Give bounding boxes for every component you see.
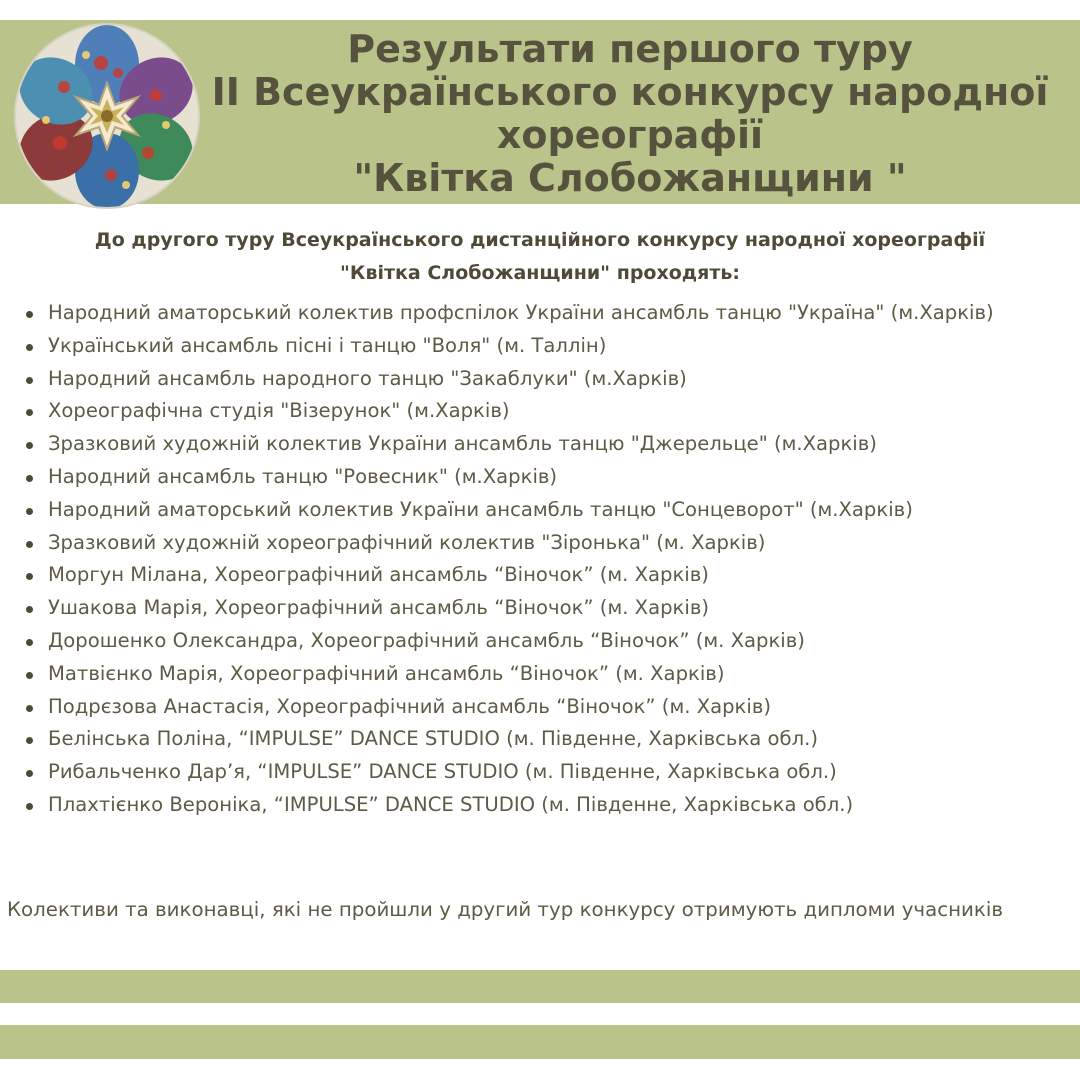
list-item: [20, 691, 1070, 724]
bullet-icon: [26, 672, 33, 679]
list-item: [20, 723, 1070, 756]
list-item-text: Подрєзова Анастасія, Хореографічний ансамбль “Віночок” (м. Харків): [48, 694, 772, 718]
bullet-icon: [26, 442, 33, 449]
list-item-text: Матвієнко Марія, Хореографічний ансамбль “Віночок” (м. Харків): [48, 661, 725, 685]
list-item-text: Народний ансамбль народного танцю "Закаблуки" (м.Харків): [48, 366, 687, 390]
bullet-icon: [26, 508, 33, 515]
list-item-text: Белінська Поліна, “IMPULSE” DANCE STUDIO (м. Південне, Харківська обл.): [48, 727, 818, 751]
list-item: [20, 461, 1070, 494]
list-item-text: Плахтієнко Вероніка, “IMPULSE” DANCE STUDIO (м. Південне, Харківська обл.): [48, 792, 854, 816]
bullet-icon: [26, 541, 33, 548]
list-item-text: Моргун Мілана, Хореографічний ансамбль “Віночок” (м. Харків): [48, 563, 709, 587]
list-item: [20, 559, 1070, 592]
list-item: [20, 494, 1070, 527]
bullet-icon: [26, 344, 33, 351]
list-item: [20, 625, 1070, 658]
intro-line-1: До другого туру Всеукраїнського дистанційного конкурсу народної хореографії: [94, 229, 986, 251]
festival-logo: [16, 25, 198, 207]
list-item: [20, 789, 1070, 822]
list-item: [20, 428, 1070, 461]
title-line-2: ІІ Всеукраїнського конкурсу народної: [211, 70, 1049, 114]
footer-note: Колективи та виконавці, які не пройшли у другий тур конкурсу отримують дипломи учасників: [7, 898, 1004, 921]
title-line-4: "Квітка Слобожанщини ": [353, 156, 907, 200]
bullet-icon: [26, 803, 33, 810]
bullet-icon: [26, 475, 33, 482]
bullet-icon: [26, 573, 33, 580]
list-item-text: Народний аматорський колектив України ансамбль танцю "Сонцеворот" (м.Харків): [48, 497, 913, 521]
intro-text: [20, 224, 1060, 290]
list-item-text: Зразковий художній колектив України ансамбль танцю "Джерельце" (м.Харків): [48, 432, 877, 456]
participants-list: [20, 297, 1070, 822]
list-item-text: Ушакова Марія, Хореографічний ансамбль “Віночок” (м. Харків): [48, 596, 710, 620]
bullet-icon: [26, 377, 33, 384]
bullet-icon: [26, 705, 33, 712]
list-item: [20, 395, 1070, 428]
list-item: [20, 330, 1070, 363]
list-item: [20, 363, 1070, 396]
list-item-text: Дорошенко Олександра, Хореографічний ансамбль “Віночок” (м. Харків): [48, 628, 805, 652]
title-line-1: Результати першого туру: [347, 27, 913, 71]
list-item-text: Зразковий художній хореографічний колектив "Зіронька" (м. Харків): [48, 530, 766, 554]
list-item: [20, 658, 1070, 691]
list-item-text: Народний ансамбль танцю "Ровесник" (м.Харків): [48, 464, 558, 488]
list-item: [20, 297, 1070, 330]
list-item-text: Народний аматорський колектив профспілок України ансамбль танцю "Україна" (м.Харків): [48, 301, 994, 324]
list-item-text: Український ансамбль пісні і танцю "Воля" (м. Таллін): [48, 333, 607, 357]
bullet-icon: [26, 639, 33, 646]
bullet-icon: [26, 770, 33, 777]
footer-bar-top: [0, 970, 1080, 1003]
list-item: [20, 592, 1070, 625]
footer-bar-bottom: [0, 1025, 1080, 1059]
list-item: [20, 756, 1070, 789]
title-line-3: хореографії: [496, 113, 764, 157]
bullet-icon: [26, 737, 33, 744]
list-item-text: Рибальченко Дар’я, “IMPULSE” DANCE STUDIO (м. Південне, Харківська обл.): [48, 760, 837, 784]
intro-line-2: "Квітка Слобожанщини" проходять:: [340, 262, 740, 284]
list-item: [20, 527, 1070, 560]
list-item-text: Хореографічна студія "Візерунок" (м.Харків): [48, 399, 510, 423]
page-title: [205, 28, 1055, 200]
bullet-icon: [26, 606, 33, 613]
bullet-icon: [26, 311, 33, 318]
bullet-icon: [26, 409, 33, 416]
flower-emblem-icon: [16, 25, 198, 207]
